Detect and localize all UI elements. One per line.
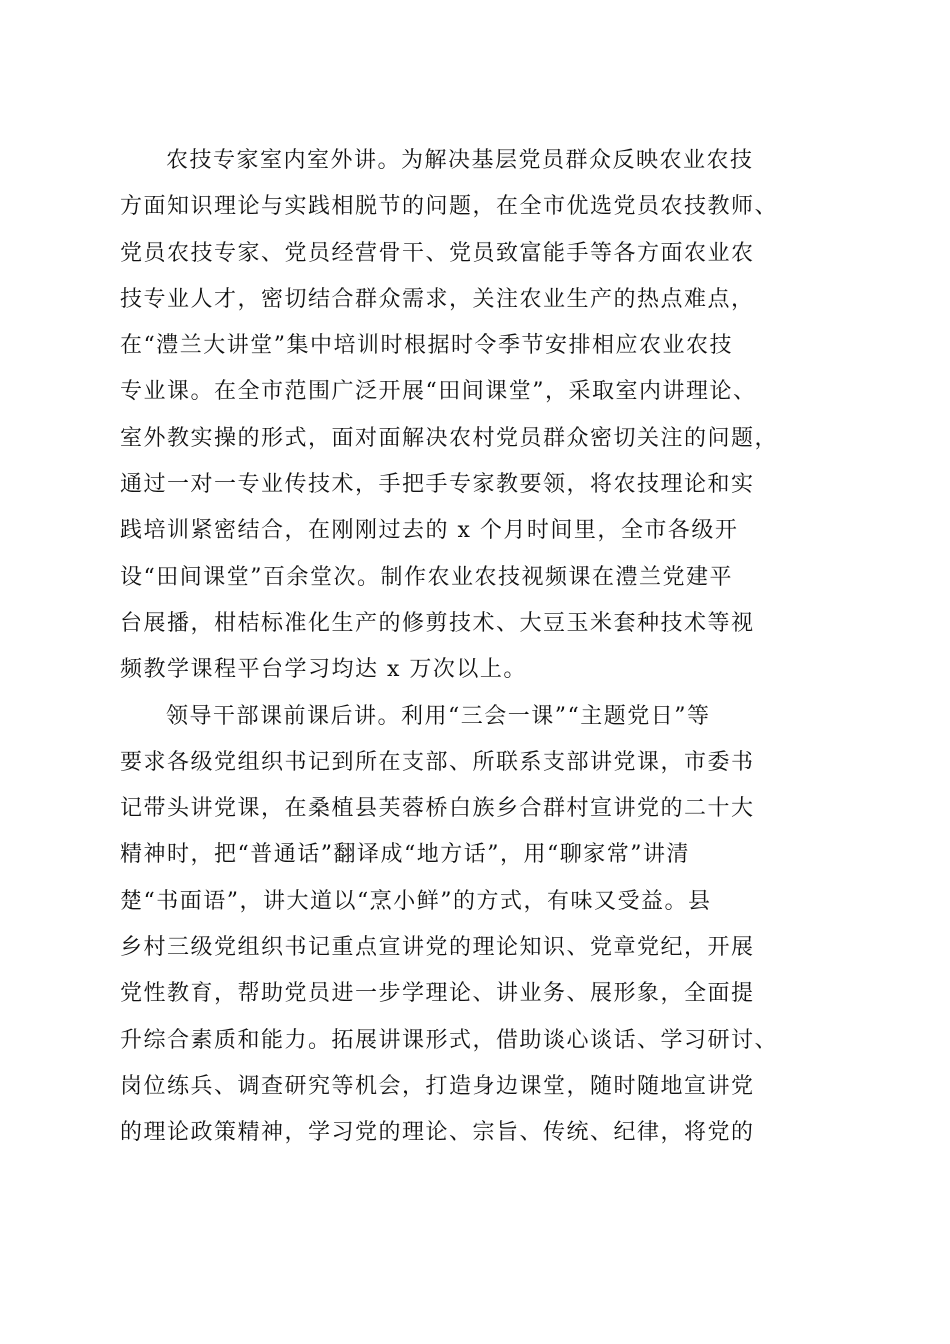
paragraph-line: 精神时，把“普通话”翻译成“地方话”，用“聊家常”讲清 [120,842,690,868]
paragraph-line: 频教学课程平台学习均达 x 万次以上。 [120,657,527,683]
paragraph-line: 室外教实操的形式，面对面解决农村党员群众密切关注的问题， [120,425,779,451]
paragraph-line: 岗位练兵、调查研究等机会，打造身边课堂，随时随地宣讲党 [120,1073,755,1099]
paragraph-line: 通过一对一专业传技术，手把手专家教要领，将农技理论和实 [120,472,755,498]
paragraph-line: 台展播，柑桔标准化生产的修剪技术、大豆玉米套种技术等视 [120,610,755,636]
paragraph-line: 记带头讲党课，在桑植县芙蓉桥白族乡合群村宣讲党的二十大 [120,796,755,822]
paragraph-line: 方面知识理论与实践相脱节的问题，在全市优选党员农技教师、 [120,194,779,220]
paragraph-line: 领导干部课前课后讲。利用“三会一课”“主题党日”等 [166,703,711,729]
paragraph-line: 要求各级党组织书记到所在支部、所联系支部讲党课，市委书 [120,749,755,775]
paragraph-line: 农技专家室内室外讲。为解决基层党员群众反映农业农技 [166,148,754,173]
paragraph-line: 楚“书面语”，讲大道以“烹小鲜”的方式，有味又受益。县 [120,888,712,914]
paragraph-line: 践培训紧密结合，在刚刚过去的 x 个月时间里，全市各级开 [120,518,739,544]
paragraph-line: 乡村三级党组织书记重点宣讲党的理论知识、党章党纪，开展 [120,935,755,961]
paragraph-leader-lectures [120,694,840,1157]
paragraph-line: 技专业人才，密切结合群众需求，关注农业生产的热点难点， [120,286,755,312]
paragraph-line: 在“澧兰大讲堂”集中培训时根据时令季节安排相应农业农技 [120,333,733,359]
document-body [120,138,840,1157]
paragraph-line: 党员农技专家、党员经营骨干、党员致富能手等各方面农业农 [120,240,755,266]
paragraph-line: 升综合素质和能力。拓展讲课形式，借助谈心谈话、学习研讨、 [120,1027,779,1053]
paragraph-line: 党性教育，帮助党员进一步学理论、讲业务、展形象，全面提 [120,981,755,1007]
paragraph-agri-experts [120,138,840,694]
paragraph-line: 设“田间课堂”百余堂次。制作农业农技视频课在澧兰党建平 [120,564,733,590]
paragraph-line: 的理论政策精神，学习党的理论、宗旨、传统、纪律，将党的 [120,1120,755,1146]
paragraph-line: 专业课。在全市范围广泛开展“田间课堂”，采取室内讲理论、 [120,379,757,405]
